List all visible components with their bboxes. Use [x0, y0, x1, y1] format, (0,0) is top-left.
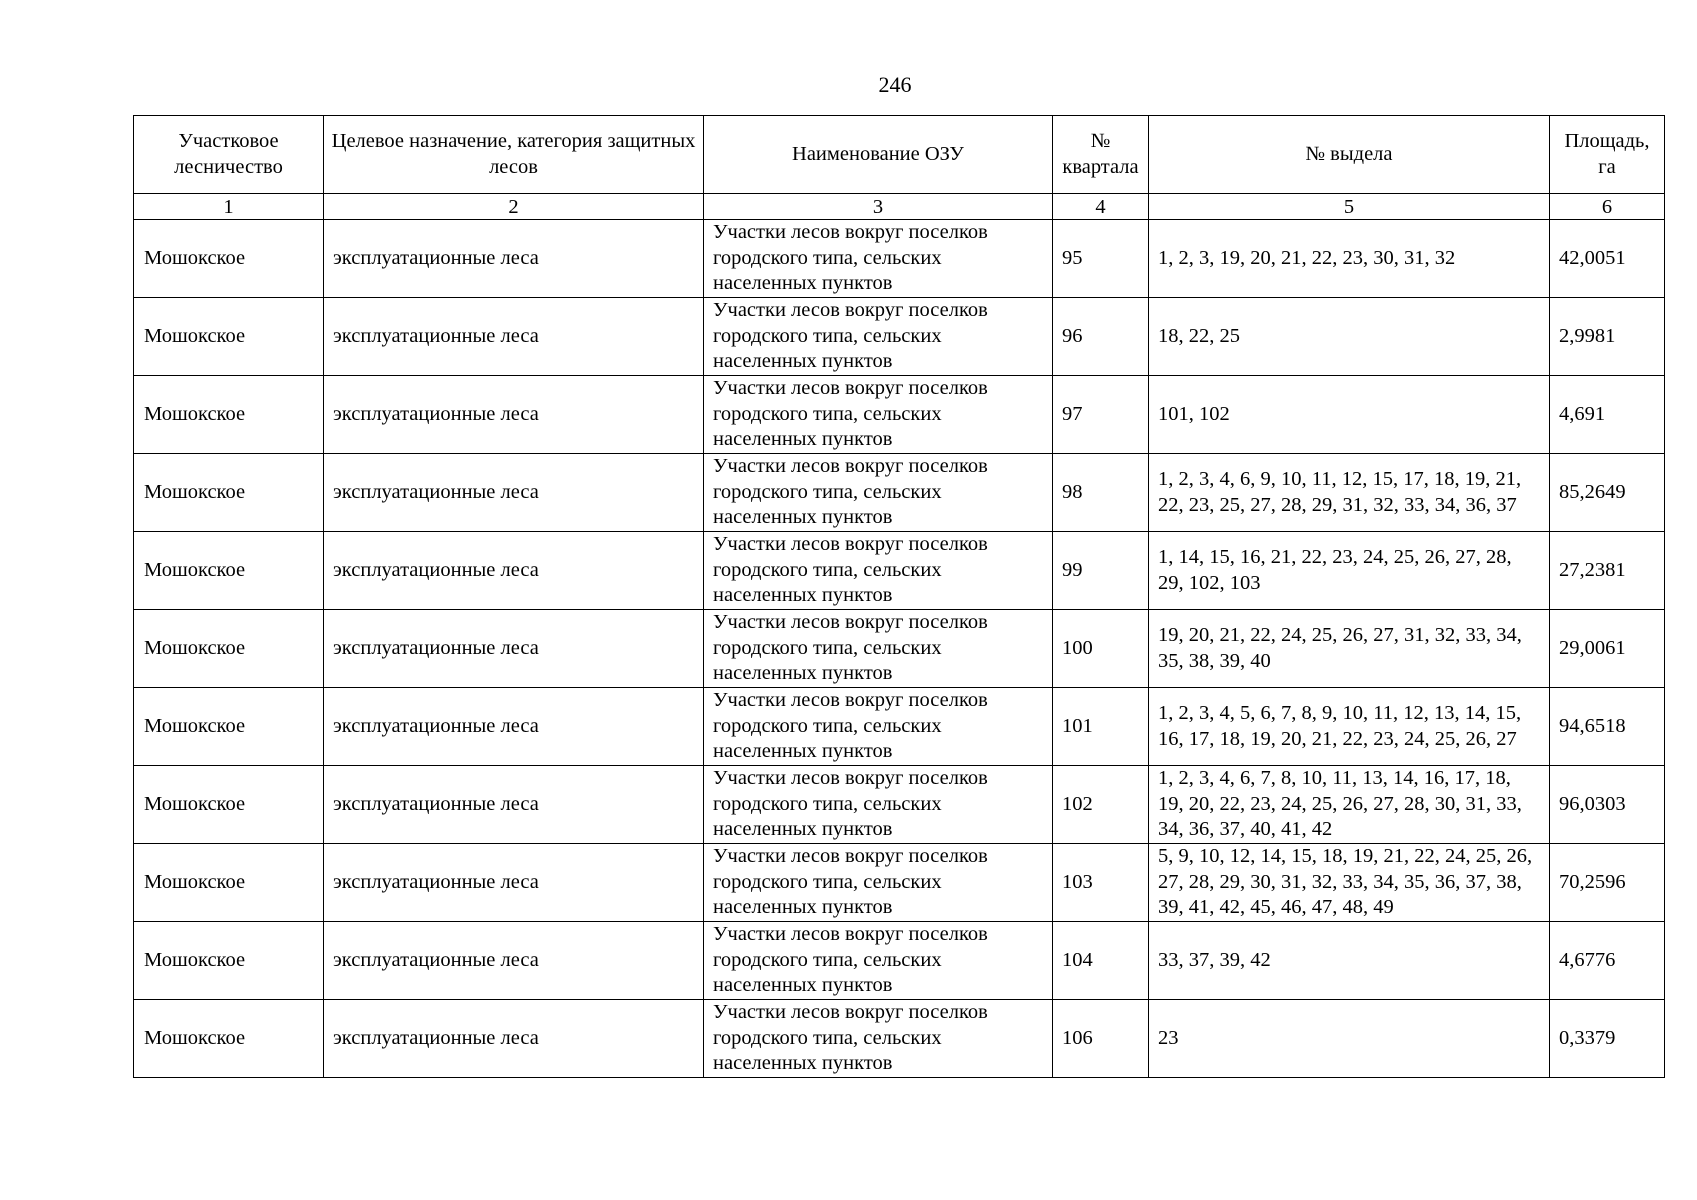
cell-area: 94,6518 — [1550, 688, 1665, 766]
column-number: 6 — [1550, 194, 1665, 220]
cell-purpose-category: эксплуатационные леса — [324, 220, 704, 298]
cell-purpose-category: эксплуатационные леса — [324, 766, 704, 844]
cell-area: 27,2381 — [1550, 532, 1665, 610]
cell-forestry: Мошокское — [134, 532, 324, 610]
cell-forestry: Мошокское — [134, 766, 324, 844]
table-row — [134, 844, 1665, 922]
cell-area: 70,2596 — [1550, 844, 1665, 922]
cell-allotment-numbers: 1, 14, 15, 16, 21, 22, 23, 24, 25, 26, 27, 28, 29, 102, 103 — [1149, 532, 1550, 610]
cell-area: 85,2649 — [1550, 454, 1665, 532]
cell-purpose-category: эксплуатационные леса — [324, 532, 704, 610]
cell-area: 96,0303 — [1550, 766, 1665, 844]
cell-ozu-name: Участки лесов вокруг поселков городского типа, сельских населенных пунктов — [704, 688, 1053, 766]
cell-area: 4,691 — [1550, 376, 1665, 454]
table-row — [134, 376, 1665, 454]
cell-ozu-name: Участки лесов вокруг поселков городского типа, сельских населенных пунктов — [704, 532, 1053, 610]
cell-purpose-category: эксплуатационные леса — [324, 922, 704, 1000]
cell-forestry: Мошокское — [134, 376, 324, 454]
table-row — [134, 220, 1665, 298]
header-area: Площадь, га — [1550, 116, 1665, 194]
header-row — [134, 116, 1665, 194]
cell-allotment-numbers: 19, 20, 21, 22, 24, 25, 26, 27, 31, 32, 33, 34, 35, 38, 39, 40 — [1149, 610, 1550, 688]
header-forestry: Участковое лесничество — [134, 116, 324, 194]
cell-forestry: Мошокское — [134, 688, 324, 766]
table-header — [134, 116, 1665, 220]
cell-forestry: Мошокское — [134, 1000, 324, 1078]
cell-quarter-number: 104 — [1053, 922, 1149, 1000]
cell-forestry: Мошокское — [134, 220, 324, 298]
table-row — [134, 610, 1665, 688]
cell-purpose-category: эксплуатационные леса — [324, 376, 704, 454]
header-quarter-number: № квартала — [1053, 116, 1149, 194]
header-allotment-number: № выдела — [1149, 116, 1550, 194]
cell-quarter-number: 96 — [1053, 298, 1149, 376]
cell-allotment-numbers: 18, 22, 25 — [1149, 298, 1550, 376]
cell-allotment-numbers: 1, 2, 3, 4, 5, 6, 7, 8, 9, 10, 11, 12, 13, 14, 15, 16, 17, 18, 19, 20, 21, 22, 23, 24, 25, 26, 27 — [1149, 688, 1550, 766]
cell-purpose-category: эксплуатационные леса — [324, 298, 704, 376]
column-number-row — [134, 194, 1665, 220]
cell-area: 0,3379 — [1550, 1000, 1665, 1078]
cell-forestry: Мошокское — [134, 922, 324, 1000]
column-number: 5 — [1149, 194, 1550, 220]
cell-quarter-number: 101 — [1053, 688, 1149, 766]
column-number: 1 — [134, 194, 324, 220]
cell-ozu-name: Участки лесов вокруг поселков городского типа, сельских населенных пунктов — [704, 610, 1053, 688]
cell-ozu-name: Участки лесов вокруг поселков городского типа, сельских населенных пунктов — [704, 844, 1053, 922]
cell-forestry: Мошокское — [134, 610, 324, 688]
cell-purpose-category: эксплуатационные леса — [324, 688, 704, 766]
cell-allotment-numbers: 101, 102 — [1149, 376, 1550, 454]
cell-ozu-name: Участки лесов вокруг поселков городского типа, сельских населенных пунктов — [704, 1000, 1053, 1078]
cell-quarter-number: 99 — [1053, 532, 1149, 610]
protected-forest-table — [133, 115, 1665, 1078]
cell-quarter-number: 106 — [1053, 1000, 1149, 1078]
header-purpose-category: Целевое назначение, категория защитных лесов — [324, 116, 704, 194]
table-row — [134, 454, 1665, 532]
cell-forestry: Мошокское — [134, 844, 324, 922]
cell-ozu-name: Участки лесов вокруг поселков городского типа, сельских населенных пунктов — [704, 220, 1053, 298]
cell-purpose-category: эксплуатационные леса — [324, 610, 704, 688]
column-number: 4 — [1053, 194, 1149, 220]
cell-quarter-number: 97 — [1053, 376, 1149, 454]
cell-ozu-name: Участки лесов вокруг поселков городского типа, сельских населенных пунктов — [704, 766, 1053, 844]
header-ozu-name: Наименование ОЗУ — [704, 116, 1053, 194]
cell-area: 2,9981 — [1550, 298, 1665, 376]
cell-allotment-numbers: 1, 2, 3, 4, 6, 9, 10, 11, 12, 15, 17, 18, 19, 21, 22, 23, 25, 27, 28, 29, 31, 32, 33, 34, 36, 37 — [1149, 454, 1550, 532]
cell-purpose-category: эксплуатационные леса — [324, 844, 704, 922]
cell-area: 4,6776 — [1550, 922, 1665, 1000]
page-number: 246 — [878, 72, 912, 97]
cell-quarter-number: 98 — [1053, 454, 1149, 532]
table-row — [134, 766, 1665, 844]
cell-allotment-numbers: 1, 2, 3, 4, 6, 7, 8, 10, 11, 13, 14, 16, 17, 18, 19, 20, 22, 23, 24, 25, 26, 27, 28, 30, 31, 33, 34, 36, 37, 40, 41, 42 — [1149, 766, 1550, 844]
cell-ozu-name: Участки лесов вокруг поселков городского типа, сельских населенных пунктов — [704, 298, 1053, 376]
cell-forestry: Мошокское — [134, 298, 324, 376]
cell-allotment-numbers: 33, 37, 39, 42 — [1149, 922, 1550, 1000]
cell-ozu-name: Участки лесов вокруг поселков городского типа, сельских населенных пунктов — [704, 922, 1053, 1000]
cell-quarter-number: 102 — [1053, 766, 1149, 844]
cell-quarter-number: 95 — [1053, 220, 1149, 298]
cell-ozu-name: Участки лесов вокруг поселков городского типа, сельских населенных пунктов — [704, 454, 1053, 532]
column-number: 2 — [324, 194, 704, 220]
cell-quarter-number: 100 — [1053, 610, 1149, 688]
table-row — [134, 532, 1665, 610]
table-row — [134, 1000, 1665, 1078]
cell-area: 29,0061 — [1550, 610, 1665, 688]
column-number: 3 — [704, 194, 1053, 220]
cell-forestry: Мошокское — [134, 454, 324, 532]
cell-area: 42,0051 — [1550, 220, 1665, 298]
cell-quarter-number: 103 — [1053, 844, 1149, 922]
cell-ozu-name: Участки лесов вокруг поселков городского типа, сельских населенных пунктов — [704, 376, 1053, 454]
cell-allotment-numbers: 1, 2, 3, 19, 20, 21, 22, 23, 30, 31, 32 — [1149, 220, 1550, 298]
cell-purpose-category: эксплуатационные леса — [324, 454, 704, 532]
cell-allotment-numbers: 5, 9, 10, 12, 14, 15, 18, 19, 21, 22, 24, 25, 26, 27, 28, 29, 30, 31, 32, 33, 34, 35, 36, 37, 38, 39, 41, 42, 45, 46, 47, 48, 49 — [1149, 844, 1550, 922]
table-row — [134, 922, 1665, 1000]
table-body — [134, 220, 1665, 1078]
cell-purpose-category: эксплуатационные леса — [324, 1000, 704, 1078]
table-row — [134, 298, 1665, 376]
cell-allotment-numbers: 23 — [1149, 1000, 1550, 1078]
table-row — [134, 688, 1665, 766]
